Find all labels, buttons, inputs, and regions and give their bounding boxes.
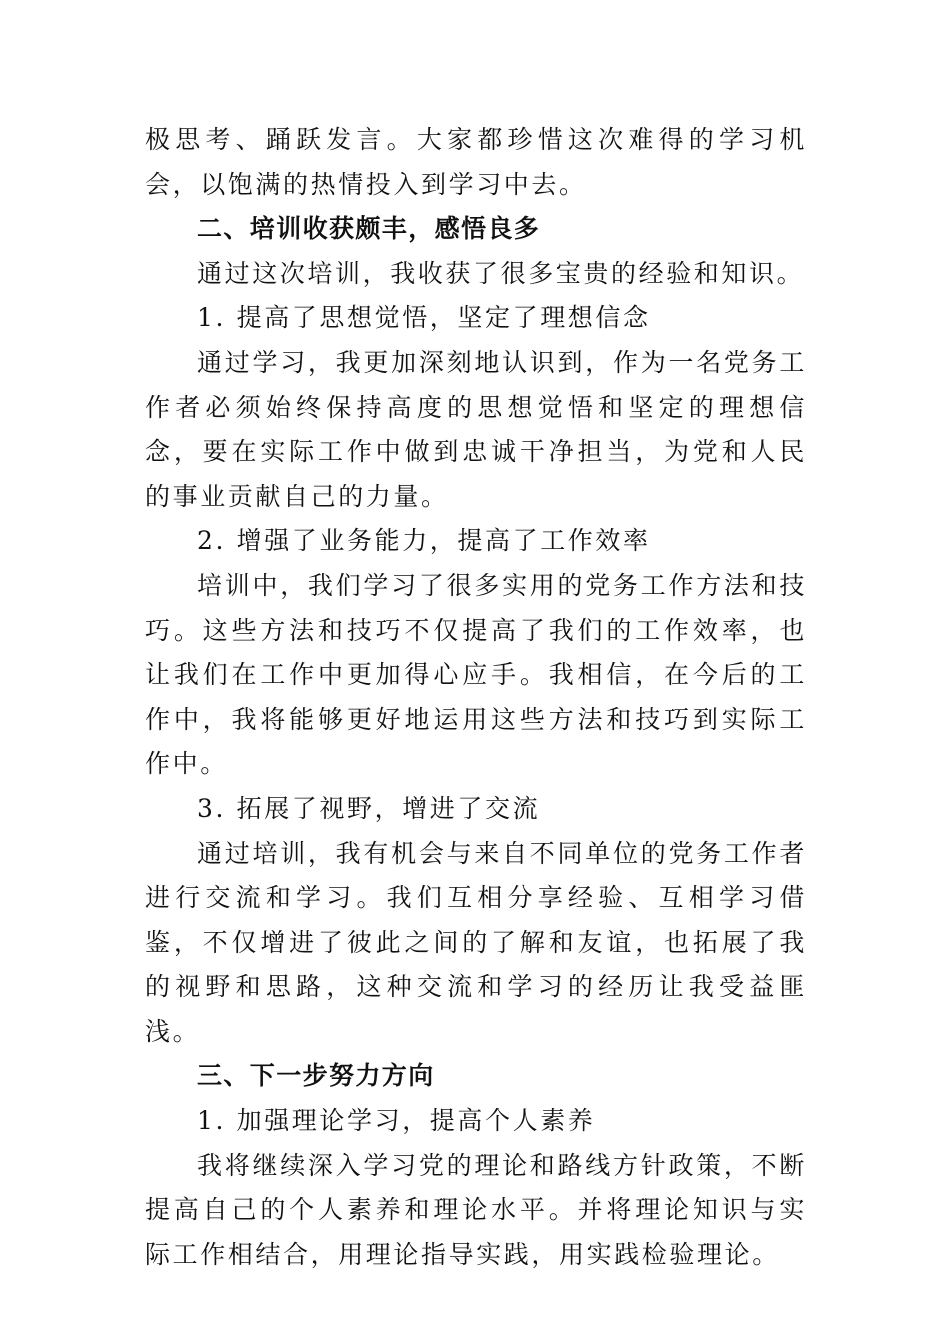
subheading-2-3: 3. 拓展了视野，增进了交流 xyxy=(197,793,541,823)
subheading-2-2: 2. 增强了业务能力，提高了工作效率 xyxy=(197,526,651,556)
section-heading-3: 三、下一步努力方向 xyxy=(197,1061,435,1091)
paragraph-section2-intro: 通过这次培训，我收获了很多宝贵的经验和知识。 xyxy=(197,258,805,288)
section-heading-2: 二、培训收获颇丰，感悟良多 xyxy=(197,214,541,244)
paragraph-2-3: 通过培训，我有机会与来自不同单位的党务工作者进行交流和学习。我们互相分享经验、互相学习借鉴，不仅增进了彼此之间的了解和友谊，也拓展了我的视野和思路，这种交流和学习的经历让我受益匪浅。 xyxy=(145,838,807,1046)
subheading-2-1: 1. 提高了思想觉悟，坚定了理想信念 xyxy=(197,303,651,333)
paragraph-intro-continued: 极思考、踊跃发言。大家都珍惜这次难得的学习机会，以饱满的热情投入到学习中去。 xyxy=(145,125,807,199)
paragraph-3-1: 我将继续深入学习党的理论和路线方针政策，不断提高自己的个人素养和理论水平。并将理论知识与实际工作相结合，用理论指导实践，用实践检验理论。 xyxy=(145,1150,807,1269)
paragraph-2-2: 培训中，我们学习了很多实用的党务工作方法和技巧。这些方法和技巧不仅提高了我们的工作效率，也让我们在工作中更加得心应手。我相信，在今后的工作中，我将能够更好地运用这些方法和技巧到实际工作中。 xyxy=(145,570,807,779)
document-page xyxy=(145,118,807,1277)
subheading-3-1: 1. 加强理论学习，提高个人素养 xyxy=(197,1106,596,1136)
paragraph-2-1: 通过学习，我更加深刻地认识到，作为一名党务工作者必须始终保持高度的思想觉悟和坚定的理想信念，要在实际工作中做到忠诚干净担当，为党和人民的事业贡献自己的力量。 xyxy=(145,347,807,511)
